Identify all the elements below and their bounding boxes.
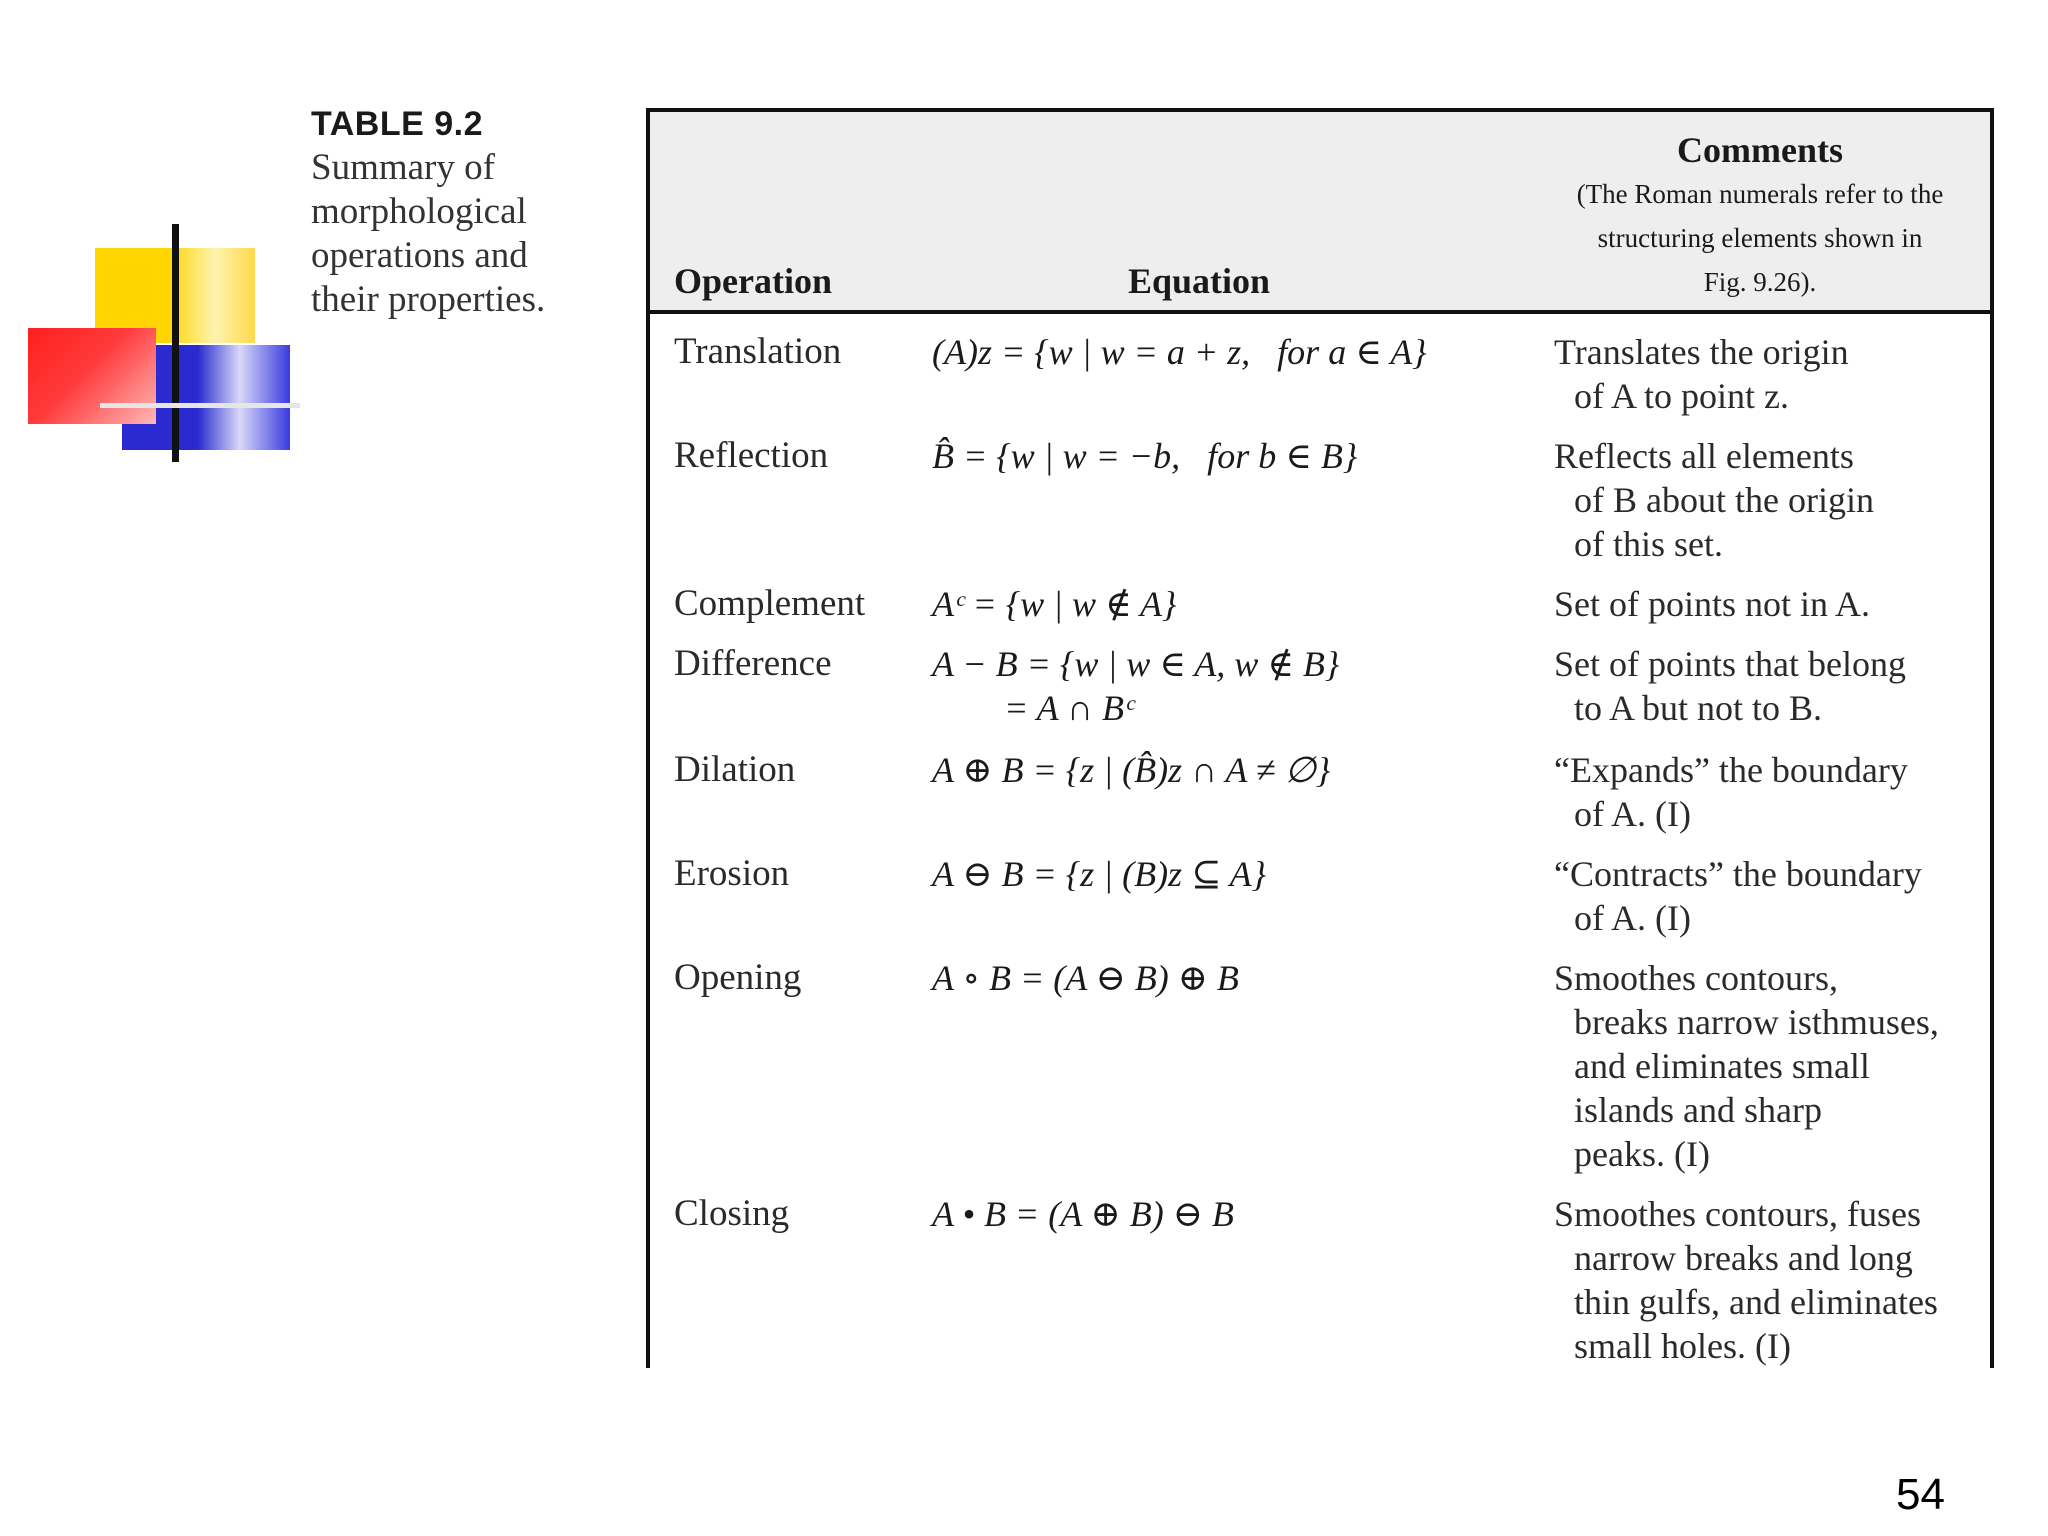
operation-cell: Opening	[674, 957, 802, 998]
equation-line: A ⊕ B = {z | (B̂)z ∩ A ≠ ∅}	[932, 750, 1331, 790]
vertical-bar	[172, 224, 179, 462]
operation-cell: Erosion	[674, 853, 790, 894]
equation-cell	[932, 1192, 1234, 1236]
equation-cell	[932, 582, 1176, 626]
comment-line: Set of points that belong	[1554, 644, 1906, 684]
comment-line: peaks. (I)	[1574, 1134, 1710, 1174]
comments-cell	[1554, 852, 1922, 940]
description-line: operations and	[311, 235, 528, 276]
comment-line: and eliminates small	[1574, 1046, 1870, 1086]
table-label: TABLE 9.2	[311, 105, 484, 143]
horizontal-bar	[100, 403, 300, 408]
equation-cell	[932, 748, 1330, 792]
red-block	[28, 328, 156, 424]
comments-cell	[1554, 434, 1874, 566]
comment-line: Translates the origin	[1554, 332, 1849, 372]
comment-line: breaks narrow isthmuses,	[1574, 1002, 1939, 1042]
equation-line: B̂ = {w | w = −b, for b ∈ B}	[932, 436, 1358, 476]
equation-cell	[932, 956, 1239, 1000]
comments-cell	[1554, 330, 1849, 418]
comment-line: “Contracts” the boundary	[1554, 854, 1922, 894]
operation-cell: Reflection	[674, 435, 829, 476]
table-caption	[311, 102, 611, 322]
comment-line: Smoothes contours,	[1554, 958, 1838, 998]
comment-line: of A. (I)	[1574, 898, 1691, 938]
header-equation: Equation	[1128, 261, 1271, 301]
equation-line: Aᶜ = {w | w ∉ A}	[932, 584, 1177, 624]
comments-cell	[1554, 748, 1908, 836]
comments-cell	[1554, 642, 1906, 730]
comment-line: islands and sharp	[1574, 1090, 1822, 1130]
header-operation: Operation	[674, 261, 832, 301]
table-header	[650, 112, 1990, 314]
table-description	[311, 146, 611, 322]
decorative-logo	[0, 0, 320, 480]
comment-line: narrow breaks and long	[1574, 1238, 1913, 1278]
comment-line: of this set.	[1574, 524, 1723, 564]
operation-cell: Complement	[674, 583, 866, 624]
comment-line: of A to point z.	[1574, 376, 1789, 416]
operation-cell: Closing	[674, 1193, 790, 1234]
comment-line: of A. (I)	[1574, 794, 1691, 834]
equation-line: A ⊖ B = {z | (B)z ⊆ A}	[932, 854, 1266, 894]
comment-line: to A but not to B.	[1574, 688, 1823, 728]
comment-line: of B about the origin	[1574, 480, 1874, 520]
equation-cell	[932, 852, 1266, 896]
comment-line: Reflects all elements	[1554, 436, 1854, 476]
comment-line: Smoothes contours, fuses	[1554, 1194, 1921, 1234]
description-line: their properties.	[311, 279, 546, 320]
equation-cell	[932, 434, 1357, 478]
comments-cell	[1554, 1192, 1938, 1368]
comment-line: Set of points not in A.	[1554, 584, 1871, 624]
header-comments-title: Comments	[1677, 130, 1843, 170]
operation-cell: Translation	[674, 331, 842, 372]
equation-line: A ∘ B = (A ⊖ B) ⊕ B	[932, 958, 1239, 998]
operation-cell: Dilation	[674, 749, 796, 790]
morphology-table	[646, 108, 1994, 1368]
equation-line: A • B = (A ⊕ B) ⊖ B	[932, 1194, 1234, 1234]
page-number: 54	[1896, 1470, 1945, 1519]
comment-line: “Expands” the boundary	[1554, 750, 1908, 790]
description-line: Summary of	[311, 147, 495, 188]
header-comments-note: (The Roman numerals refer to the structuring elements shown in Fig. 9.26).	[1576, 179, 1944, 297]
equation-line: = A ∩ Bᶜ	[932, 688, 1134, 728]
operation-cell: Difference	[674, 643, 832, 684]
header-comments	[1530, 128, 1990, 304]
comments-cell	[1554, 582, 1870, 626]
equation-line: A − B = {w | w ∈ A, w ∉ B}	[932, 644, 1340, 684]
comment-line: thin gulfs, and eliminates	[1574, 1282, 1938, 1322]
equation-line: (A)z = {w | w = a + z, for a ∈ A}	[932, 332, 1427, 372]
equation-cell	[932, 330, 1427, 374]
description-line: morphological	[311, 191, 527, 232]
comments-cell	[1554, 956, 1939, 1176]
equation-cell	[932, 642, 1339, 730]
comment-line: small holes. (I)	[1574, 1326, 1791, 1366]
